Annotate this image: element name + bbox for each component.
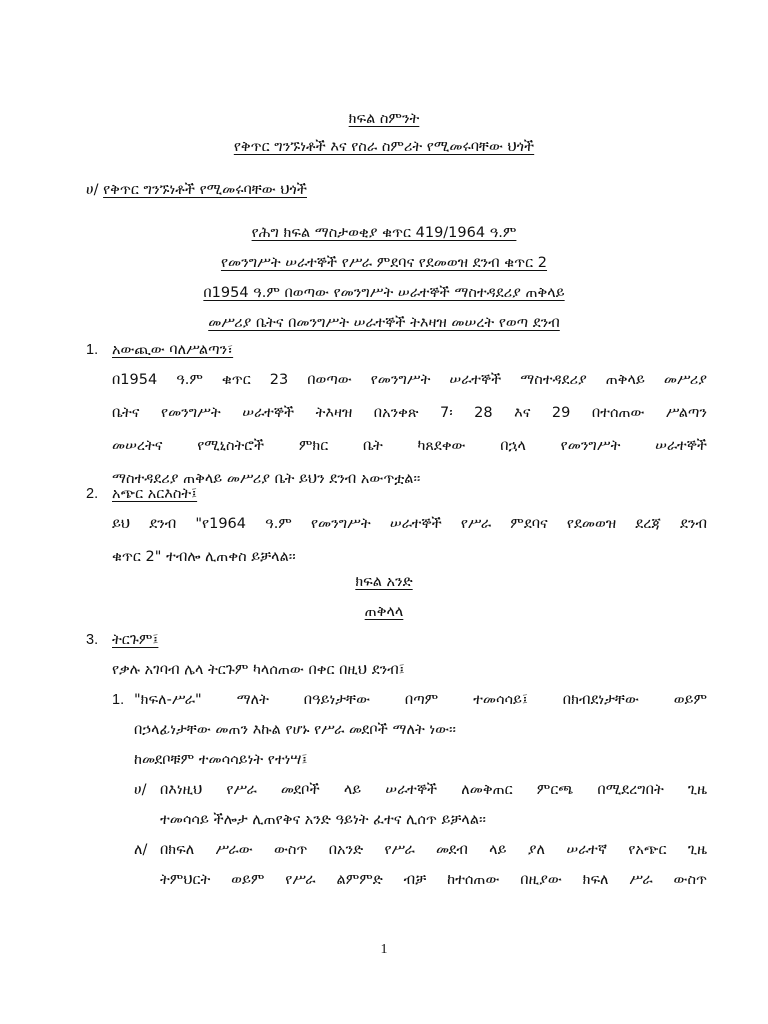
part-one-title: ክፍል አንድ xyxy=(355,574,413,590)
item-number: 3. xyxy=(86,632,99,648)
paragraph-line: ተመሳሳይ ችሎታ ሊጠየቅና አንድ ዓይነት ፈተና ሊሰጥ ይቻላል፡፡ xyxy=(160,812,486,828)
regulation-title-line: በ1954 ዓ.ም በወጣው የመንግሥት ሠራተኞች ማስተዳደሪያ ጠቅላይ xyxy=(203,285,565,301)
section-ha-marker: ሀ/ xyxy=(86,182,99,198)
paragraph-line: መሠረትና የሚኒስትሮች ምክር ቤት ካጸደቀው በኋላ የመንግሥት ሠራተኞች xyxy=(112,438,707,454)
paragraph-line: ቁጥር 2" ተብሎ ሊጠቀስ ይቻላል፡፡ xyxy=(112,549,296,565)
page-number: 1 xyxy=(380,942,388,957)
regulation-title-line: የሕግ ክፍል ማስታወቂያ ቁጥር 419/1964 ዓ.ም xyxy=(251,225,517,241)
paragraph-line: በእነዚህ የሥራ መደቦች ላይ ሠራተኞች ለመቅጠር ምርጫ በሚደረግበት ጊዜ xyxy=(160,782,707,798)
paragraph-line: ቤትና የመንግሥት ሠራተኞች ትእዛዝ በአንቀጽ 7፡ 28 እና 29 በተሰጠው ሥልጣን xyxy=(112,405,707,421)
part-one-subtitle: ጠቅላላ xyxy=(364,604,404,620)
item-heading: አውጪው ባለሥልጣን፣ xyxy=(112,342,234,358)
paragraph-line: በ1954 ዓ.ም ቁጥር 23 በወጣው የመንግሥት ሠራተኞች ማስተዳደሪያ ጠቅላይ መሥሪያ xyxy=(112,372,707,388)
part-subtitle: የቅጥር ግንኙነቶች እና የስራ ስምሪት የሚመሩባቸው ህጎች xyxy=(233,139,535,155)
paragraph-line: የቃሉ አገባብ ሌላ ትርጉም ካላሰጠው በቀር በዚህ ደንብ፤ xyxy=(112,662,405,678)
paragraph-line: በክፍለ ሥራው ውስጥ በአንድ የሥራ መደብ ላይ ያለ ሠራተኛ የአጭር ጊዜ xyxy=(160,842,707,858)
paragraph-line: "ክፍለ-ሥራ" ማለት በዓይነታቸው በጣም ተመሳሳይ፤ በክብደነታቸው ወይም xyxy=(134,692,707,708)
paragraph-line: ትምህርት ወይም የሥራ ልምምድ ብቻ ከተሰጠው በዚያው ክፍለ ሥራ ውስጥ xyxy=(160,872,707,888)
paragraph-line: በኃላፊነታቸው መጠን እኩል የሆኑ የሥራ መደቦች ማለት ነው፡፡ xyxy=(134,722,456,738)
item-heading: ትርጉም፤ xyxy=(112,632,159,648)
paragraph-line: ከመደቦቹም ተመሳሳይነት የተነሣ፤ xyxy=(134,752,308,768)
sub-item-marker: ለ/ xyxy=(134,842,148,858)
section-ha-title: የቅጥር ግንኙነቶች የሚመሩባቸው ህጎች xyxy=(103,182,307,198)
regulation-title-line: መሥሪያ ቤትና በመንግሥት ሠራተኞች ትእዛዝ መሠረት የወጣ ደንብ xyxy=(208,315,560,331)
item-number: 2. xyxy=(86,486,99,502)
item-number: 1. xyxy=(86,342,99,358)
regulation-title-line: የመንግሥት ሠራተኞች የሥራ ምደባና የደመወዝ ደንብ ቁጥር 2 xyxy=(220,255,548,271)
item-heading: አጭር አርእስት፤ xyxy=(112,486,198,502)
section-ha-heading xyxy=(86,180,307,200)
part-title: ክፍል ስምንት xyxy=(348,111,420,127)
paragraph-line: ይህ ደንብ "የ1964 ዓ.ም የመንግሥት ሠራተኞች የሥራ ምደባና የደመወዝ ደረጃ ደንብ xyxy=(112,516,707,532)
sub-item-number: 1. xyxy=(112,692,125,708)
sub-item-marker: ሀ/ xyxy=(134,782,147,798)
paragraph-line: ማስተዳደሪያ ጠቅላይ መሥሪያ ቤት ይህን ደንብ አውጥቷል፡፡ xyxy=(112,471,421,487)
